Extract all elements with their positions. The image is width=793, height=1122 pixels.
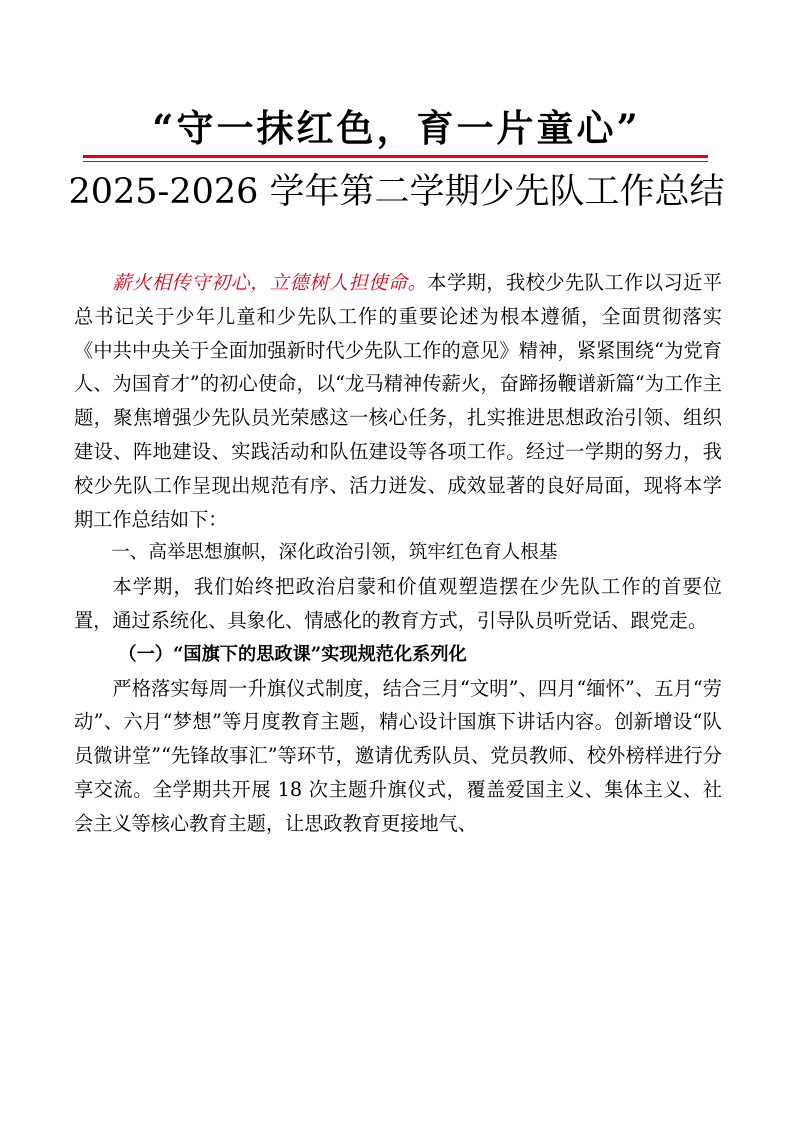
intro-paragraph: [74, 266, 722, 536]
title-divider-thin: [83, 161, 708, 162]
document-body: [74, 266, 722, 841]
subsection-1-paragraph: 严格落实每周一升旗仪式制度，结合三月“文明”、四月“缅怀”、五月“劳动”、六月“梦想”等月度教育主题，精心设计国旗下讲话内容。创新增设“队员微讲堂”“先锋故事汇”等环节，邀请优秀队员、党员教师、校外榜样进行分享交流。全学期共开展 18 次主题升旗仪式，覆盖爱国主义、集体主义、社会主义等核心教育主题，让思政教育更接地气、: [74, 676, 722, 835]
intro-lead: 薪火相传守初心，立德树人担使命。: [112, 271, 428, 294]
section-heading-1: 一、高举思想旗帜，深化政治引领，筑牢红色育人根基: [111, 542, 558, 564]
subsection-heading-1: （一）“国旗下的思政课”实现规范化系列化: [118, 643, 467, 665]
title-divider-thick: [83, 155, 708, 158]
document-subtitle: 2025-2026 学年第二学期少先队工作总结: [68, 172, 725, 212]
section-1-paragraph: 本学期，我们始终把政治启蒙和价值观塑造摆在少先队工作的首要位置，通过系统化、具象化、情感化的教育方式，引导队员听党话、跟党走。: [74, 575, 722, 632]
document-title: “守一抹红色，育一片童心”: [152, 106, 641, 150]
intro-text: 本学期，我校少先队工作以习近平总书记关于少年儿童和少先队工作的重要论述为根本遵循，全面贯彻落实《中共中央关于全面加强新时代少先队工作的意见》精神，紧紧围绕“为党育人、为国育才”的初心使命，以“龙马精神传薪火，奋蹄扬鞭谱新篇“为工作主题，聚焦增强少先队员光荣感这一核心任务，扎实推进思想政治引领、组织建设、阵地建设、实践活动和队伍建设等各项工作。经过一学期的努力，我校少先队工作呈现出规范有序、活力迸发、成效显著的良好局面，现将本学期工作总结如下：: [74, 271, 723, 531]
